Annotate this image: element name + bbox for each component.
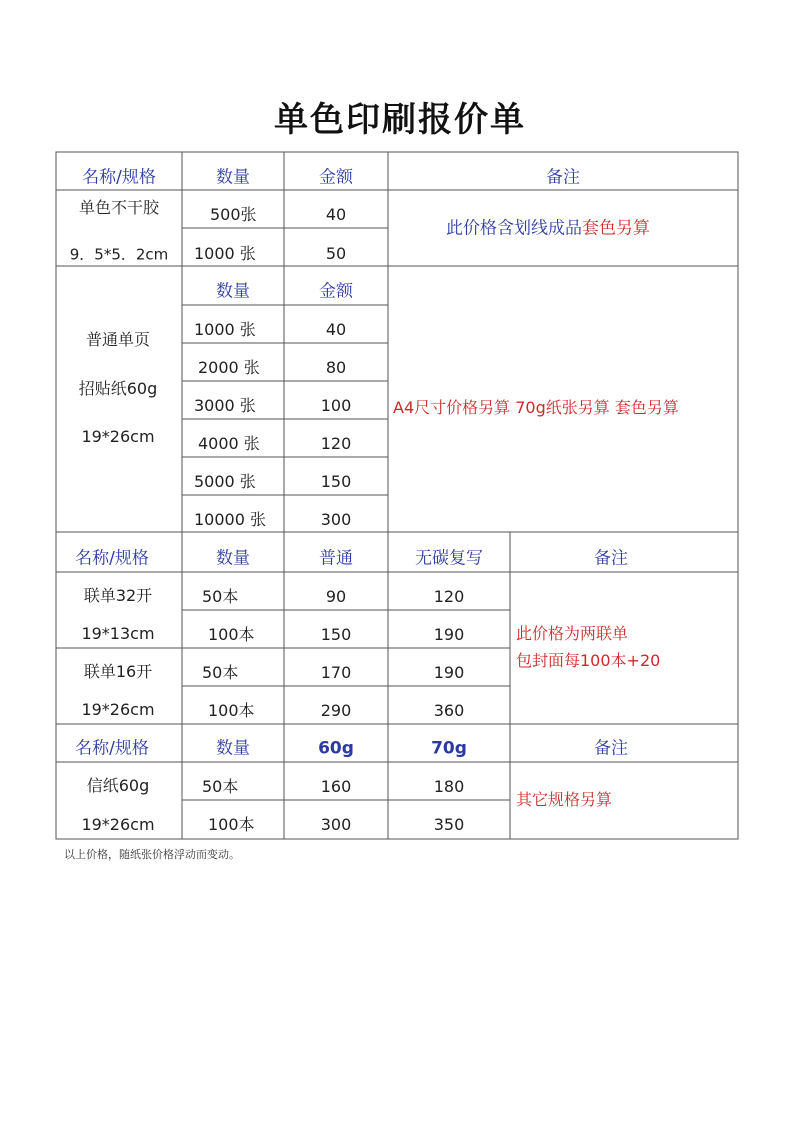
amount-cell: 100 bbox=[320, 396, 352, 415]
col-header-60g: 60g bbox=[318, 738, 354, 759]
product-size: 19*26cm bbox=[81, 700, 155, 719]
note-line: 包封面每100本+20 bbox=[516, 651, 661, 670]
col-header-amount: 金额 bbox=[319, 167, 353, 188]
col-header-name: 名称/规格 bbox=[75, 738, 149, 759]
footer-note: 以上价格，随纸张价格浮动而变动。 bbox=[64, 848, 240, 861]
col-header-qty: 数量 bbox=[216, 548, 250, 569]
qty-cell: 1000 张 bbox=[194, 244, 256, 263]
product-name: 普通单页 bbox=[85, 330, 151, 349]
col-header-qty: 数量 bbox=[216, 167, 250, 188]
qty-cell: 1000 张 bbox=[194, 320, 256, 339]
col-header-note: 备注 bbox=[594, 738, 628, 759]
price-cell: 300 bbox=[320, 815, 352, 834]
col-header-plain: 普通 bbox=[319, 548, 353, 569]
amount-cell: 50 bbox=[325, 244, 347, 263]
amount-cell: 40 bbox=[325, 205, 347, 224]
col-header-qty: 数量 bbox=[216, 738, 250, 759]
price-cell: 360 bbox=[433, 701, 465, 720]
col-header-note: 备注 bbox=[594, 548, 628, 569]
product-name: 联单32开 bbox=[83, 586, 153, 605]
qty-cell: 500张 bbox=[210, 205, 257, 224]
note-line: 此价格为两联单 bbox=[516, 624, 629, 643]
note-text-red: 套色另算 bbox=[582, 218, 650, 239]
price-cell: 180 bbox=[433, 777, 465, 796]
col-header-amount: 金额 bbox=[319, 281, 353, 302]
qty-cell: 3000 张 bbox=[194, 396, 256, 415]
col-header-qty: 数量 bbox=[216, 281, 250, 302]
qty-cell: 10000 张 bbox=[194, 510, 266, 529]
product-size: 19*13cm bbox=[81, 624, 155, 643]
qty-cell: 50本 bbox=[202, 663, 239, 682]
product-size: 19*26cm bbox=[81, 427, 155, 446]
qty-cell: 50本 bbox=[202, 587, 239, 606]
note-text: 此价格含划线成品 bbox=[446, 218, 582, 239]
qty-cell: 2000 张 bbox=[198, 358, 260, 377]
note-cell: 其它规格另算 bbox=[516, 790, 613, 809]
price-cell: 120 bbox=[433, 587, 465, 606]
amount-cell: 80 bbox=[325, 358, 347, 377]
qty-cell: 100本 bbox=[208, 625, 255, 644]
price-cell: 190 bbox=[433, 625, 465, 644]
col-header-carbonless: 无碳复写 bbox=[415, 548, 483, 569]
price-cell: 150 bbox=[320, 625, 352, 644]
qty-cell: 50本 bbox=[202, 777, 239, 796]
price-cell: 90 bbox=[325, 587, 347, 606]
amount-cell: 120 bbox=[320, 434, 352, 453]
amount-cell: 150 bbox=[320, 472, 352, 491]
col-header-70g: 70g bbox=[431, 738, 467, 759]
product-size: 9．5*5．2cm bbox=[69, 245, 169, 264]
page-title: 单色印刷报价单 bbox=[274, 100, 526, 140]
qty-cell: 5000 张 bbox=[194, 472, 256, 491]
price-cell: 170 bbox=[320, 663, 352, 682]
price-cell: 290 bbox=[320, 701, 352, 720]
note-cell: A4尺寸价格另算 70g纸张另算 套色另算 bbox=[393, 398, 679, 417]
price-cell: 190 bbox=[433, 663, 465, 682]
product-name: 信纸60g bbox=[86, 776, 150, 795]
price-cell: 350 bbox=[433, 815, 465, 834]
qty-cell: 4000 张 bbox=[198, 434, 260, 453]
qty-cell: 100本 bbox=[208, 815, 255, 834]
col-header-name: 名称/规格 bbox=[82, 167, 156, 188]
product-name: 单色不干胶 bbox=[78, 198, 160, 217]
amount-cell: 300 bbox=[320, 510, 352, 529]
product-spec: 招贴纸60g bbox=[78, 379, 158, 398]
col-header-note: 备注 bbox=[546, 167, 580, 188]
product-name: 联单16开 bbox=[83, 662, 153, 681]
qty-cell: 100本 bbox=[208, 701, 255, 720]
amount-cell: 40 bbox=[325, 320, 347, 339]
note-cell bbox=[446, 218, 650, 239]
product-size: 19*26cm bbox=[81, 815, 155, 834]
col-header-name: 名称/规格 bbox=[75, 548, 149, 569]
price-cell: 160 bbox=[320, 777, 352, 796]
